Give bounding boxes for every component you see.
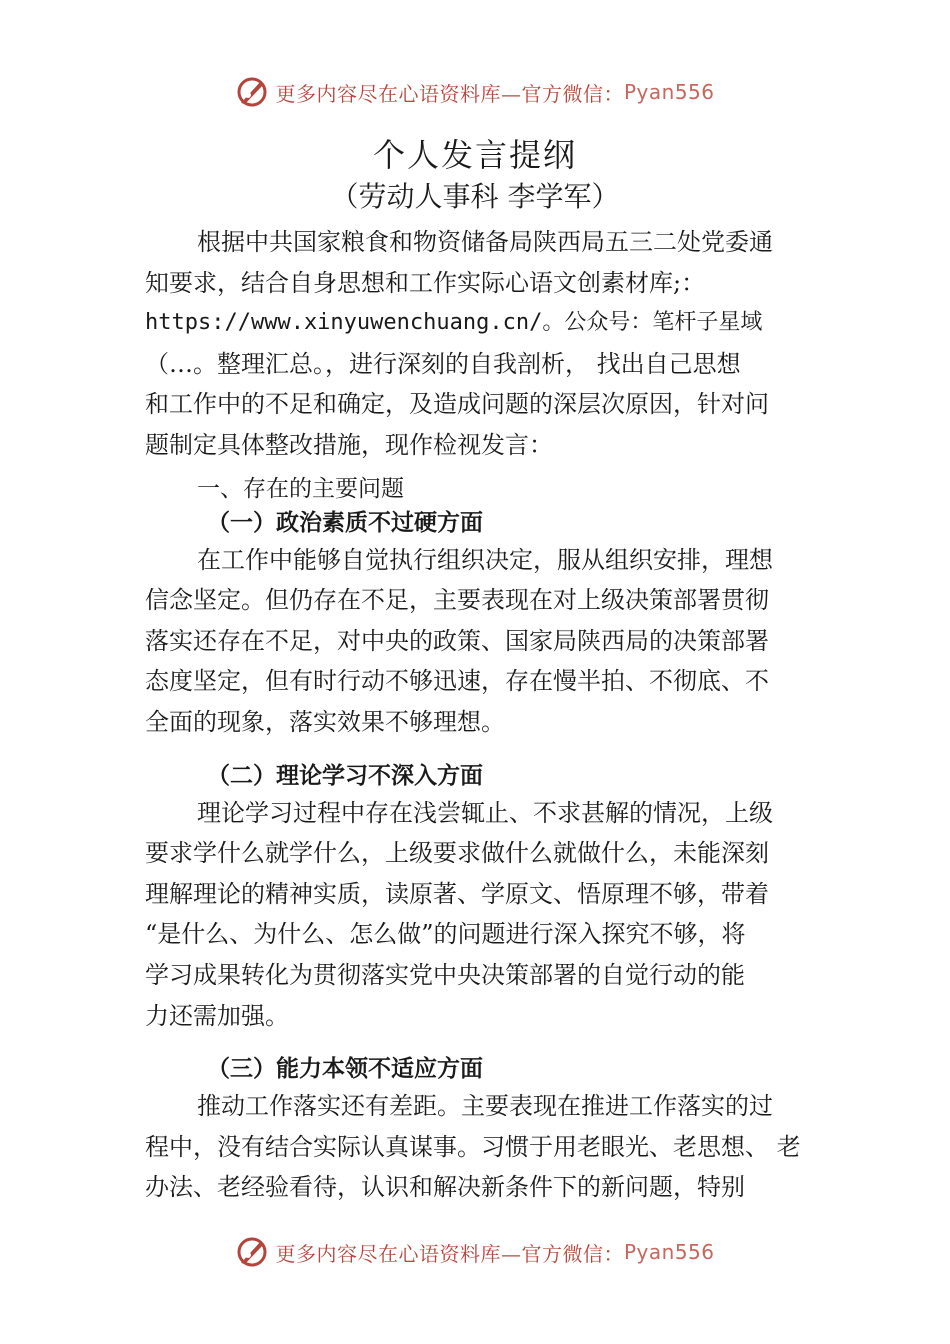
subsection-heading: （二）理论学习不深入方面 (207, 762, 483, 789)
banner-text: 更多内容尽在心语资料库—官方微信： (275, 1241, 624, 1266)
subsection-heading: （一）政治素质不过硬方面 (207, 509, 483, 536)
text-line: 信念坚定。但仍存在不足，主要表现在对上级决策部署贯彻 (145, 586, 769, 615)
text-line: 全面的现象，落实效果不够理想。 (145, 707, 505, 736)
text-line: 办法、老经验看待，认识和解决新条件下的新问题，特别 (145, 1173, 745, 1202)
banner-wechat-id: Pyan556 (623, 1240, 715, 1264)
banner-wechat-id: Pyan556 (623, 80, 715, 104)
quill-seal-icon (235, 75, 269, 109)
banner-text: 更多内容尽在心语资料库—官方微信： (275, 81, 624, 106)
text-line: 推动工作落实还有差距。主要表现在推进工作落实的过 (197, 1092, 773, 1121)
subsection-3-paragraph (145, 1086, 815, 1208)
text-line-url: https://www.xinyuwenchuang.cn/。公众号：笔杆子星域 (145, 310, 763, 336)
text-line: （…。整理汇总。，进行深刻的自我剖析， 找出自己思想 (145, 349, 741, 378)
section-heading: 一、存在的主要问题 (197, 475, 404, 502)
header-banner (0, 72, 950, 112)
text-line: 力还需加强。 (145, 1001, 289, 1030)
document-subtitle: （劳动人事科 李学军） (330, 180, 620, 213)
text-line: 理解理论的精神实质，读原著、学原文、悟原理不够，带着 (145, 879, 769, 908)
text-line: 根据中共国家粮食和物资储备局陕西局五三二处党委通 (197, 228, 773, 256)
text-line: “是什么、为什么、怎么做”的问题进行深入探究不够，将 (145, 920, 746, 949)
text-line: 程中，没有结合实际认真谋事。习惯于用老眼光、老思想、 老 (145, 1132, 801, 1161)
intro-paragraph (145, 222, 815, 466)
text-line: 理论学习过程中存在浅尝辄止、不求甚解的情况，上级 (197, 798, 773, 827)
subsection-heading: （三）能力本领不适应方面 (207, 1056, 483, 1083)
text-line: 题制定具体整改措施，现作检视发言： (145, 430, 553, 459)
document-title: 个人发言提纲 (372, 136, 577, 174)
text-line: 和工作中的不足和确定，及造成问题的深层次原因，针对问 (145, 390, 769, 419)
document-body (145, 222, 815, 1208)
text-line: 要求学什么就学什么，上级要求做什么就做什么，未能深刻 (145, 839, 769, 868)
subsection-2-paragraph (145, 793, 815, 1037)
text-line: 态度坚定，但有时行动不够迅速，存在慢半拍、不彻底、不 (145, 667, 769, 696)
subsection-1-paragraph (145, 540, 815, 743)
quill-seal-icon (235, 1235, 269, 1269)
text-line: 知要求，结合自身思想和工作实际心语文创素材库;： (145, 268, 706, 297)
footer-banner (0, 1232, 950, 1272)
text-line: 在工作中能够自觉执行组织决定，服从组织安排，理想 (197, 545, 773, 574)
text-line: 学习成果转化为贯彻落实党中央决策部署的自觉行动的能 (145, 960, 745, 989)
text-line: 落实还存在不足，对中央的政策、国家局陕西局的决策部署 (145, 626, 769, 655)
